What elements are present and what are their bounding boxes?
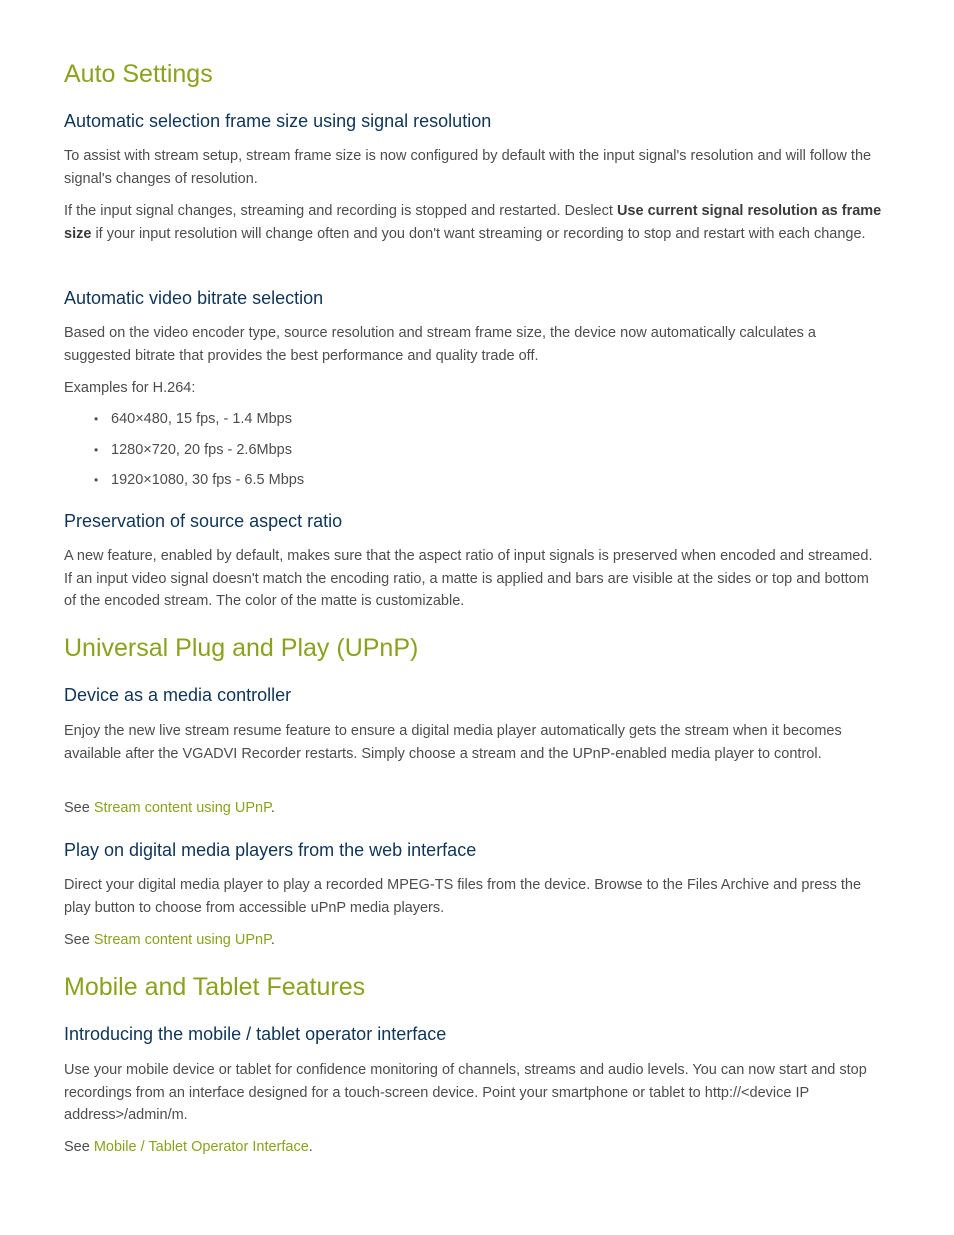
- subheading-aspect-ratio: Preservation of source aspect ratio: [64, 511, 343, 531]
- section-heading-mobile-tablet: Mobile and Tablet Features: [64, 973, 366, 1001]
- see-also-media-controller: [64, 797, 884, 820]
- list-item-text: 640×480, 15 fps, - 1.4 Mbps: [111, 411, 292, 427]
- see-prefix: See: [64, 932, 94, 948]
- see-suffix: .: [308, 1139, 313, 1155]
- paragraph-play-on-players: Direct your digital media player to play a recorded MPEG-TS files from the device. Browse to the Files Archive and press the play button to choose from accessible uPnP media players.: [64, 877, 862, 916]
- section-heading-auto-settings: Auto Settings: [64, 60, 213, 88]
- subheading-frame-size: Automatic selection frame size using signal resolution: [64, 111, 492, 131]
- see-prefix: See: [64, 800, 94, 816]
- section-heading-upnp: Universal Plug and Play (UPnP): [64, 634, 419, 662]
- paragraph-frame-size-intro: To assist with stream setup, stream frame size is now configured by default with the input signal's resolution and will follow the signal's changes of resolution.: [64, 148, 872, 187]
- paragraph-examples-label: Examples for H.264:: [64, 380, 196, 396]
- see-suffix: .: [270, 932, 275, 948]
- see-suffix: .: [270, 800, 275, 816]
- see-prefix: See: [64, 1139, 94, 1155]
- bitrate-examples-list: [64, 408, 884, 500]
- link-stream-content-upnp[interactable]: Stream content using UPnP: [93, 800, 271, 816]
- bullet-icon: •: [94, 473, 99, 487]
- see-also-play-on-players: [64, 929, 884, 952]
- paragraph-text: if your input resolution will change often and you don't want streaming or recording to stop and restart with each change.: [91, 225, 866, 242]
- paragraph-text: If the input signal changes, streaming and recording is stopped and restarted. Deslect: [64, 203, 617, 219]
- bullet-icon: •: [94, 442, 99, 457]
- paragraph-frame-size-deselect: [64, 200, 884, 245]
- subheading-video-bitrate: Automatic video bitrate selection: [64, 288, 324, 308]
- see-also-mobile-interface: [64, 1136, 884, 1159]
- link-stream-content-upnp-2[interactable]: Stream content using UPnP: [93, 932, 271, 948]
- option-label-use-signal-resolution: Use current signal resolution as frame size: [64, 203, 882, 242]
- subheading-mobile-interface: Introducing the mobile / tablet operator interface: [64, 1024, 447, 1044]
- list-item-text: 1280×720, 20 fps - 2.6Mbps: [111, 441, 292, 458]
- paragraph-mobile-interface: Use your mobile device or tablet for confidence monitoring of channels, streams and audio levels. You can now start and stop recordings from an interface designed for a touch-screen device. Point your smartphone or tablet to http://<device IP address>/admin/m.: [64, 1062, 867, 1123]
- bullet-icon: •: [94, 412, 99, 426]
- list-item: [64, 408, 884, 439]
- list-item-text: 1920×1080, 30 fps - 6.5 Mbps: [111, 472, 305, 488]
- list-item: [64, 469, 884, 500]
- list-item: [64, 439, 884, 470]
- paragraph-video-bitrate: Based on the video encoder type, source resolution and stream frame size, the device now automatically calculates a suggested bitrate that provides the best performance and quality trade off.: [64, 325, 816, 364]
- paragraph-aspect-ratio: A new feature, enabled by default, makes sure that the aspect ratio of input signals is preserved when encoded and streamed. If an input video signal doesn't match the encoding ratio, a matte is applied and bars are visible at the sides or top and bottom of the encoded stream. The color of the matte is customizable.: [64, 548, 873, 609]
- subheading-media-controller: Device as a media controller: [64, 685, 292, 705]
- link-mobile-tablet-interface[interactable]: Mobile / Tablet Operator Interface: [93, 1139, 309, 1155]
- subheading-play-on-players: Play on digital media players from the web interface: [64, 840, 477, 860]
- paragraph-media-controller: Enjoy the new live stream resume feature to ensure a digital media player automatically gets the stream when it becomes available after the VGADVI Recorder restarts. Simply choose a stream and the UPnP-enabled media player to control.: [64, 723, 842, 762]
